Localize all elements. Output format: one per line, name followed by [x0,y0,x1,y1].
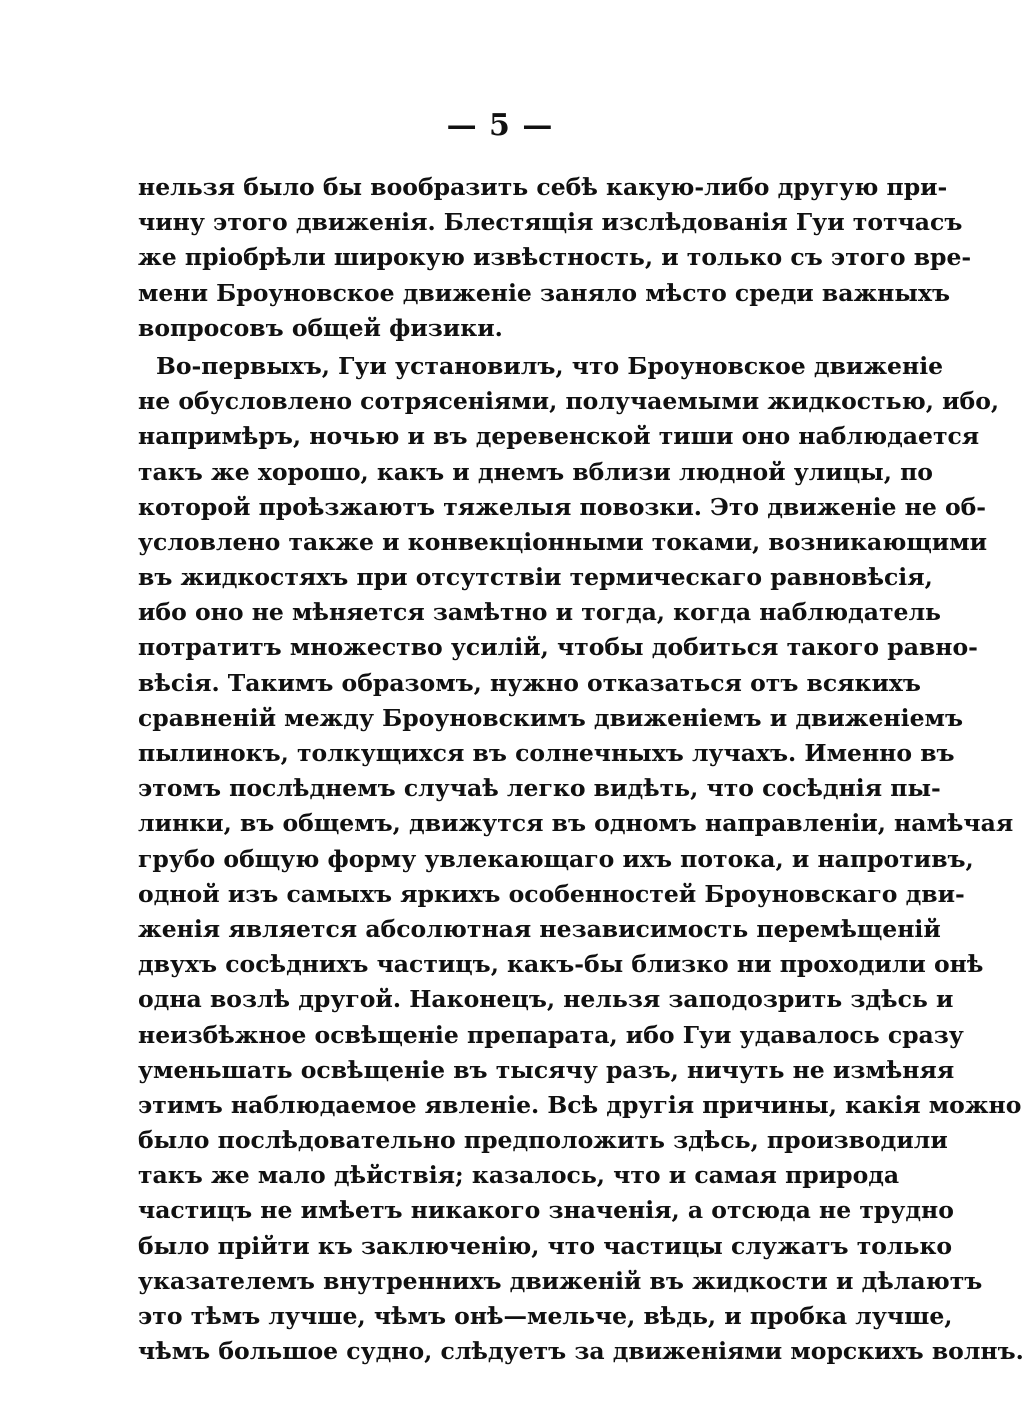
text-line: линки, въ общемъ, движутся въ одномъ направленіи, намѣчая [138,809,1014,838]
page-number: — 5 — [446,108,554,143]
text-line: частицъ не имѣетъ никакого значенія, а отсюда не трудно [138,1196,954,1225]
text-line: вопросовъ общей физики. [138,313,503,342]
text-line: неизбѣжное освѣщеніе препарата, ибо Гуи удавалось сразу [138,1020,964,1049]
text-line: этомъ послѣднемъ случаѣ легко видѣть, что сосѣднія пы- [138,774,941,803]
text-line: не обусловлено сотрясеніями, получаемыми жидкостью, ибо, [138,387,1000,416]
text-line: условлено также и конвекціонными токами, возникающими [138,527,988,556]
text-line: напримѣръ, ночью и въ деревенской тиши оно наблюдается [138,422,980,451]
text-line: нельзя было бы вообразить себѣ какую-либо другую при- [138,173,948,201]
text-line: пылинокъ, толкущихся въ солнечныхъ лучахъ. Именно въ [138,739,955,767]
text-line: мени Броуновское движеніе заняло мѣсто среди важныхъ [138,278,950,307]
page-text [138,170,1024,1369]
text-line: женія является абсолютная независимость перемѣщеній [138,914,941,943]
text-line: грубо общую форму увлекающаго ихъ потока, и напротивъ, [138,844,974,873]
text-line: указателемъ внутреннихъ движеній въ жидкости и дѣлаютъ [138,1266,983,1295]
text-line: одна возлѣ другой. Наконецъ, нельзя заподозрить здѣсь и [138,985,954,1014]
text-line: которой проѣзжаютъ тяжелыя повозки. Это движеніе не об- [138,492,987,521]
text-line: чину этого движенія. Блестящія изслѣдованія Гуи тотчасъ [138,208,963,237]
text-line: чѣмъ большое судно, слѣдуетъ за движеніями морскихъ волнъ. [138,1337,1024,1366]
text-line: потратитъ множество усилій, чтобы добиться такого равно- [138,633,978,662]
text-line: одной изъ самыхъ яркихъ особенностей Броуновскаго дви- [138,879,965,908]
text-line: двухъ сосѣднихъ частицъ, какъ-бы близко ни проходили онѣ [138,950,984,979]
text-line: уменьшать освѣщеніе въ тысячу разъ, ничуть не измѣняя [138,1055,955,1084]
text-line: вѣсія. Такимъ образомъ, нужно отказаться отъ всякихъ [138,668,921,697]
text-line: Во-первыхъ, Гуи установилъ, что Броуновское движеніе [156,351,944,380]
text-line: было послѣдовательно предположить здѣсь, производили [138,1126,948,1155]
paragraph-2 [138,349,1024,1369]
text-line: сравненій между Броуновскимъ движеніемъ и движеніемъ [138,703,963,732]
text-line: такъ же мало дѣйствія; казалось, что и самая природа [138,1161,900,1190]
text-line: же пріобрѣли широкую извѣстность, и только съ этого вре- [138,243,972,272]
text-line: это тѣмъ лучше, чѣмъ онѣ—мельче, вѣдь, и пробка лучше, [138,1302,953,1330]
text-line: ибо оно не мѣняется замѣтно и тогда, когда наблюдатель [138,598,941,627]
text-line: было прійти къ заключенію, что частицы служатъ только [138,1231,953,1260]
text-line: такъ же хорошо, какъ и днемъ вблизи людной улицы, по [138,457,933,486]
paragraph-1 [138,170,972,346]
text-line: этимъ наблюдаемое явленіе. Всѣ другія причины, какія можно [138,1090,1022,1119]
text-line: въ жидкостяхъ при отсутствіи термическаго равновѣсія, [138,563,933,592]
